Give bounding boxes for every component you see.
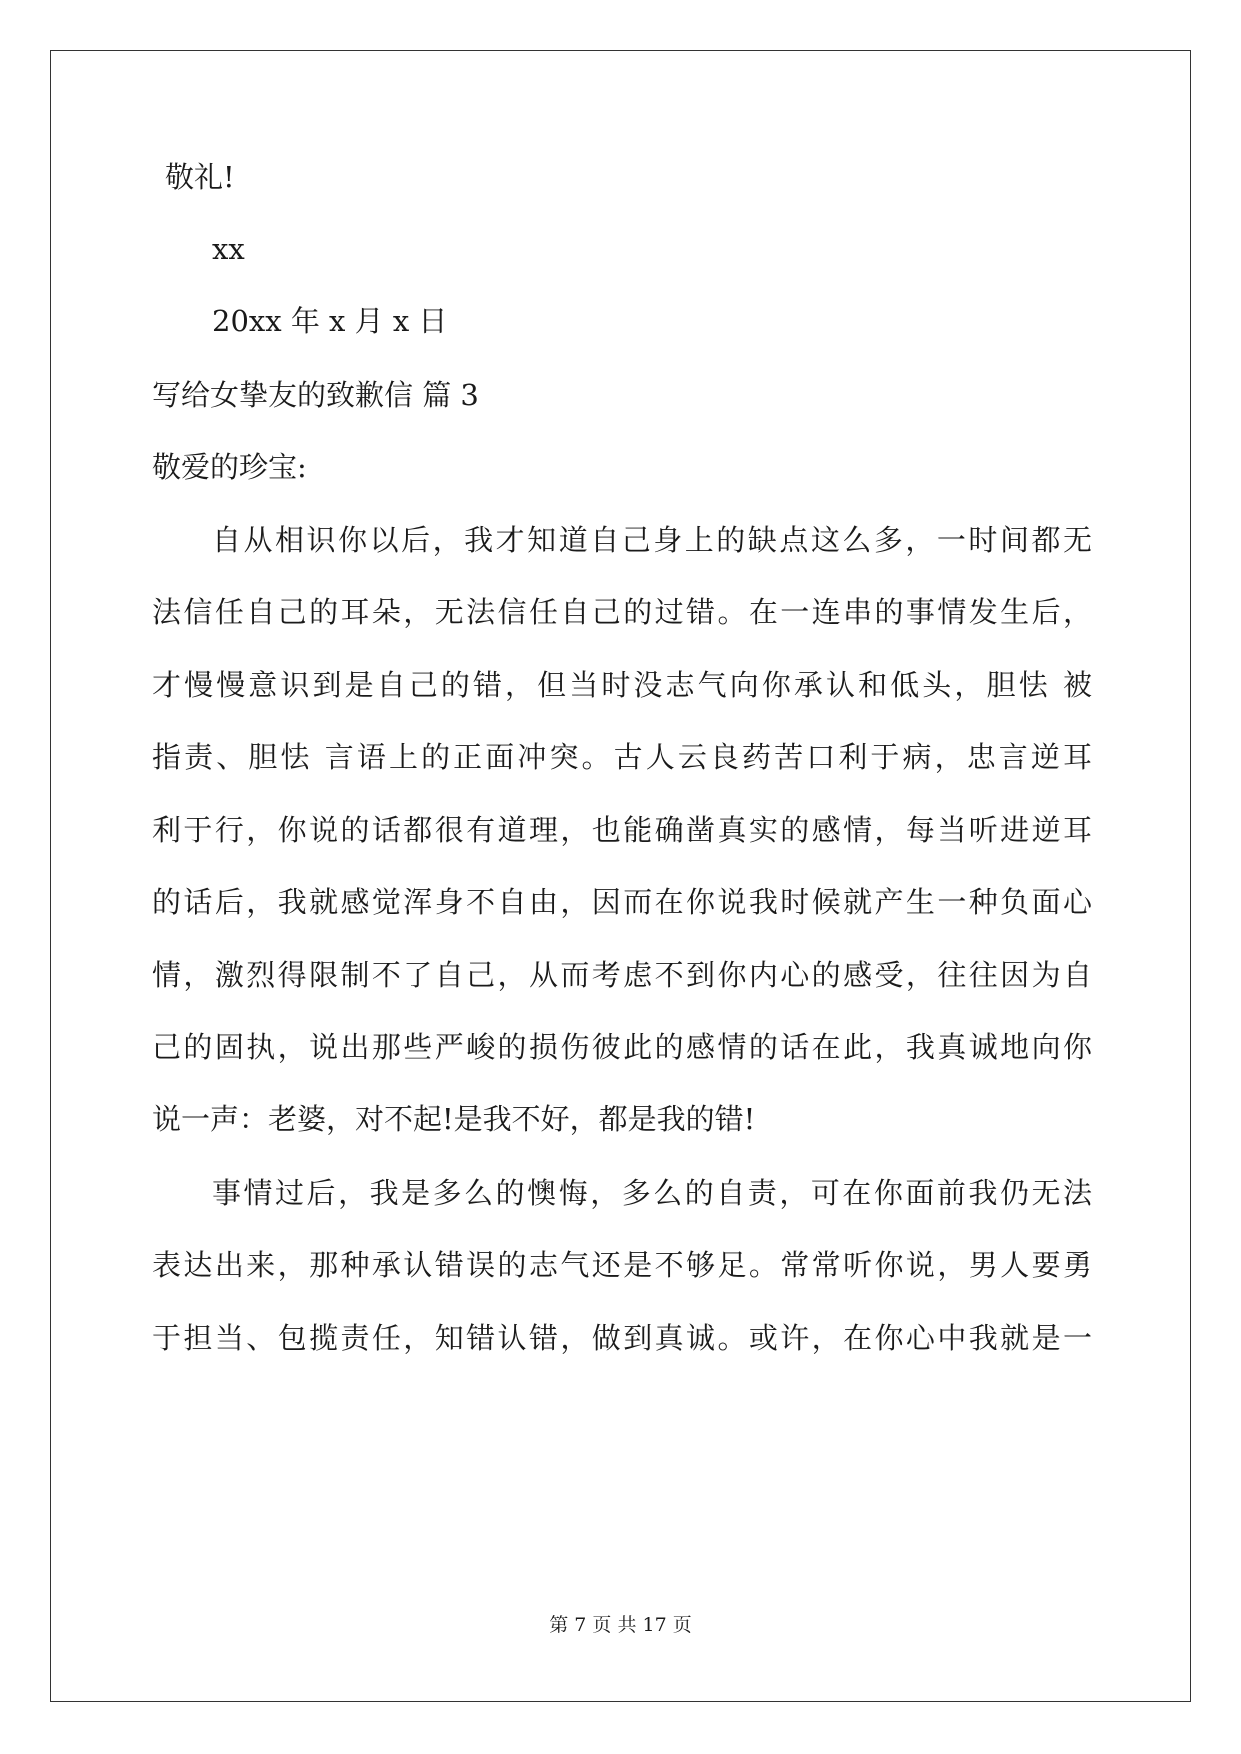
signature-name: xx (212, 232, 245, 266)
signature-date: 20xx 年 x 月 x 日 (212, 304, 448, 338)
page-border (50, 50, 1191, 1702)
closing-salutation: 敬礼! (165, 160, 235, 194)
letter-greeting: 敬爱的珍宝: (152, 450, 307, 484)
paragraph-2-line-3: 于担当、包揽责任，知错认错，做到真诚。或许，在你心中我就是一 (152, 1321, 1092, 1355)
section-heading: 写给女挚友的致歉信 篇 3 (152, 378, 479, 412)
paragraph-1-line-5: 利于行，你说的话都很有道理，也能确凿真实的感情，每当听进逆耳 (152, 813, 1092, 847)
page-number-footer: 第 7 页 共 17 页 (549, 1614, 692, 1636)
paragraph-1-line-9: 说一声：老婆，对不起!是我不好，都是我的错! (152, 1102, 756, 1136)
paragraph-1-line-7: 情，激烈得限制不了自己，从而考虑不到你内心的感受，往往因为自 (152, 958, 1092, 992)
paragraph-2-line-1: 事情过后，我是多么的懊悔，多么的自责，可在你面前我仍无法 (212, 1176, 1092, 1210)
paragraph-1-line-8: 己的固执，说出那些严峻的损伤彼此的感情的话在此，我真诚地向你 (152, 1030, 1092, 1064)
paragraph-1-line-6: 的话后，我就感觉浑身不自由，因而在你说我时候就产生一种负面心 (152, 885, 1092, 919)
paragraph-2-line-2: 表达出来，那种承认错误的志气还是不够足。常常听你说，男人要勇 (152, 1248, 1092, 1282)
paragraph-1-line-1: 自从相识你以后，我才知道自己身上的缺点这么多，一时间都无 (212, 523, 1092, 557)
paragraph-1-line-4: 指责、胆怯 言语上的正面冲突。古人云良药苦口利于病，忠言逆耳 (152, 740, 1092, 774)
paragraph-1-line-3: 才慢慢意识到是自己的错，但当时没志气向你承认和低头，胆怯 被 (152, 668, 1092, 702)
paragraph-1-line-2: 法信任自己的耳朵，无法信任自己的过错。在一连串的事情发生后， (152, 595, 1092, 629)
